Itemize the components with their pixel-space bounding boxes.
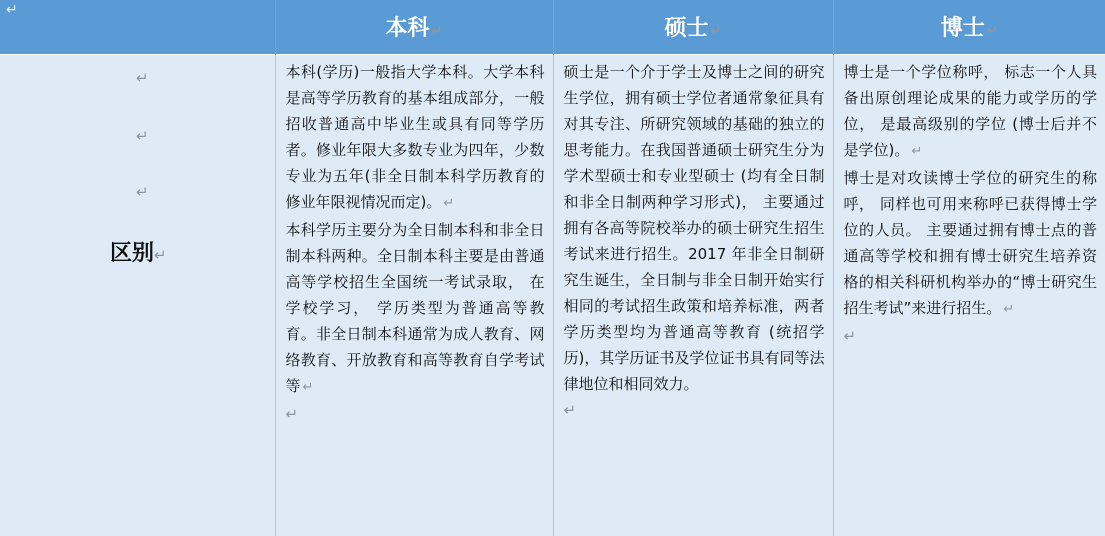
doctor-paragraph-1 [844, 59, 1098, 165]
doctor-paragraph-2 [844, 165, 1098, 323]
bachelor-text-2: 本科学历主要分为全日制本科和非全日制本科两种。全日制本科主要是由普通高等学校招生全国统一考试录取， 在学校学习， 学历类型为普通高等教育。非全日制本科通常为成人教育、网络教育、开放教育和高等教育自学考试等 [285, 220, 545, 395]
paragraph-mark-icon: ↵ [431, 24, 443, 40]
header-bachelor-label: 本科 [385, 16, 430, 42]
paragraph-mark-icon: ↵ [1003, 301, 1015, 317]
master-text-1: 硕士是一个介于学士及博士之间的研究生学位，拥有硕士学位者通常象征具有对其专注、所研究领域的基础的独立的思考能力。在我国普通硕士研究生分为学术型硕士和专业型硕士 (均有全日制和非全日制两种学习形式)， 主要通过拥有各高等院校举办的硕士研究生招生考试来进行招生。2017 年非全日制研究生诞生，全日制与非全日制开始实行相同的考试招生政策和培养标准，两者学历类型均为普通高等教育 (统招学历)，其学历证书及学位证书具有同等法律地位和相同效力。 [563, 62, 825, 393]
paragraph-mark-icon: ↵ [136, 182, 149, 201]
paragraph-mark-icon: ↵ [911, 143, 923, 159]
bachelor-paragraph-1 [286, 59, 545, 217]
paragraph-mark-icon: ↵ [154, 245, 167, 264]
doctor-cell[interactable] [833, 54, 1105, 536]
row-label-text: 区别 [110, 240, 155, 266]
row-label-cell[interactable] [0, 54, 275, 536]
paragraph-mark-icon: ↵ [136, 126, 149, 145]
paragraph-mark-icon: ↵ [986, 24, 998, 40]
paragraph-mark-icon: ↵ [6, 2, 18, 18]
header-doctor-label: 博士 [940, 16, 985, 42]
header-master-label: 硕士 [664, 16, 709, 42]
header-cell-bachelor[interactable] [275, 0, 553, 54]
paragraph-mark-icon: ↵ [136, 68, 149, 87]
master-cell[interactable] [553, 54, 833, 536]
header-row [0, 0, 1105, 54]
paragraph-mark-icon: ↵ [843, 326, 857, 345]
header-cell-doctor[interactable] [833, 0, 1105, 54]
doctor-text-2: 博士是对攻读博士学位的研究生的称呼， 同样也可用来称呼已获得博士学位的人员。 主要通过拥有博士点的普通高等学校和拥有博士研究生培养资格的相关科研机构举办的“博士研究生招生考试”来进行招生。 [843, 168, 1097, 317]
paragraph-mark-icon: ↵ [285, 404, 299, 423]
paragraph-mark-icon: ↵ [443, 195, 455, 211]
master-paragraph-1 [564, 59, 825, 397]
difference-row [0, 54, 1105, 536]
bachelor-cell[interactable] [275, 54, 553, 536]
header-corner-cell[interactable] [0, 0, 275, 54]
bachelor-paragraph-2 [286, 217, 545, 401]
header-cell-master[interactable] [553, 0, 833, 54]
paragraph-mark-icon: ↵ [563, 400, 577, 419]
paragraph-mark-icon: ↵ [710, 24, 722, 40]
paragraph-mark-icon: ↵ [302, 379, 314, 395]
row-label [110, 236, 167, 267]
bachelor-text-1: 本科(学历)一般指大学本科。大学本科是高等学历教育的基本组成部分，一般招收普通高中毕业生或具有同等学历者。修业年限大多数专业为四年，少数专业为五年(非全日制本科学历教育的修业年限视情况而定)。 [285, 62, 545, 211]
doctor-text-1: 博士是一个学位称呼， 标志一个人具备出原创理论成果的能力或学历的学位， 是最高级别的学位 (博士后并不是学位)。 [843, 62, 1097, 159]
